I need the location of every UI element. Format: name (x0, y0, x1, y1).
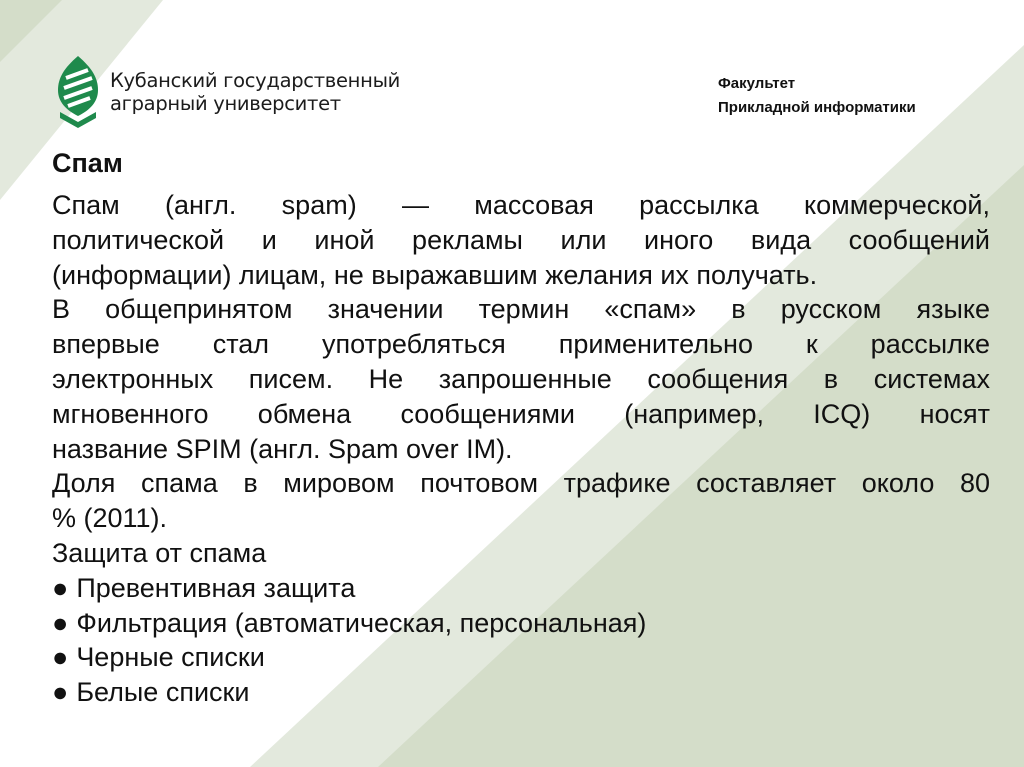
paragraph-line: политической и иной рекламы или иного вида сообщений (52, 224, 990, 255)
university-logo (58, 56, 400, 128)
paragraph-line: % (2011). (52, 503, 168, 534)
bullet-icon: ● (52, 572, 69, 603)
logo-text-line-2: аграрный университет (110, 92, 341, 115)
faculty-line-2: Прикладной информатики (718, 99, 916, 116)
bullet-text: Фильтрация (автоматическая, персональная) (76, 607, 647, 638)
logo-text-line-1: Кубанский государственный (110, 69, 401, 92)
bullet-icon: ● (52, 607, 69, 638)
bullet-icon: ● (52, 642, 69, 673)
bullet-item (52, 606, 990, 641)
bullet-text: Черные списки (76, 642, 265, 673)
bullet-text: Превентивная защита (76, 572, 356, 603)
paragraph-line: Спам (англ. spam) — массовая рассылка коммерческой, (52, 190, 990, 220)
paragraph-line: Защита от спама (52, 537, 267, 568)
slide-title: Спам (52, 148, 123, 178)
slide-body (52, 188, 990, 710)
bullet-text: Белые списки (76, 677, 250, 708)
paragraph-line: электронных писем. Не запрошенные сообщения в системах (52, 363, 990, 394)
paragraph-line: (информации) лицам, не выражавшим желания их получать. (52, 259, 818, 290)
paragraph-line: В общепринятом значении термин «спам» в русском языке (52, 294, 990, 325)
bullet-item (52, 675, 990, 710)
faculty-label (718, 72, 916, 120)
bullet-icon: ● (52, 677, 69, 708)
bullet-item (52, 571, 990, 606)
paragraph-line: впервые стал употребляться применительно к рассылке (52, 329, 990, 360)
faculty-line-1: Факультет (718, 75, 796, 92)
paragraph-line: название SPIM (англ. Spam over IM). (52, 433, 513, 464)
paragraph-line: мгновенного обмена сообщениями (например, ICQ) носят (52, 398, 990, 429)
bullet-item (52, 640, 990, 675)
leaf-logo-icon (58, 56, 98, 128)
paragraph-line: Доля спама в мировом почтовом трафике составляет около 80 (52, 468, 990, 499)
